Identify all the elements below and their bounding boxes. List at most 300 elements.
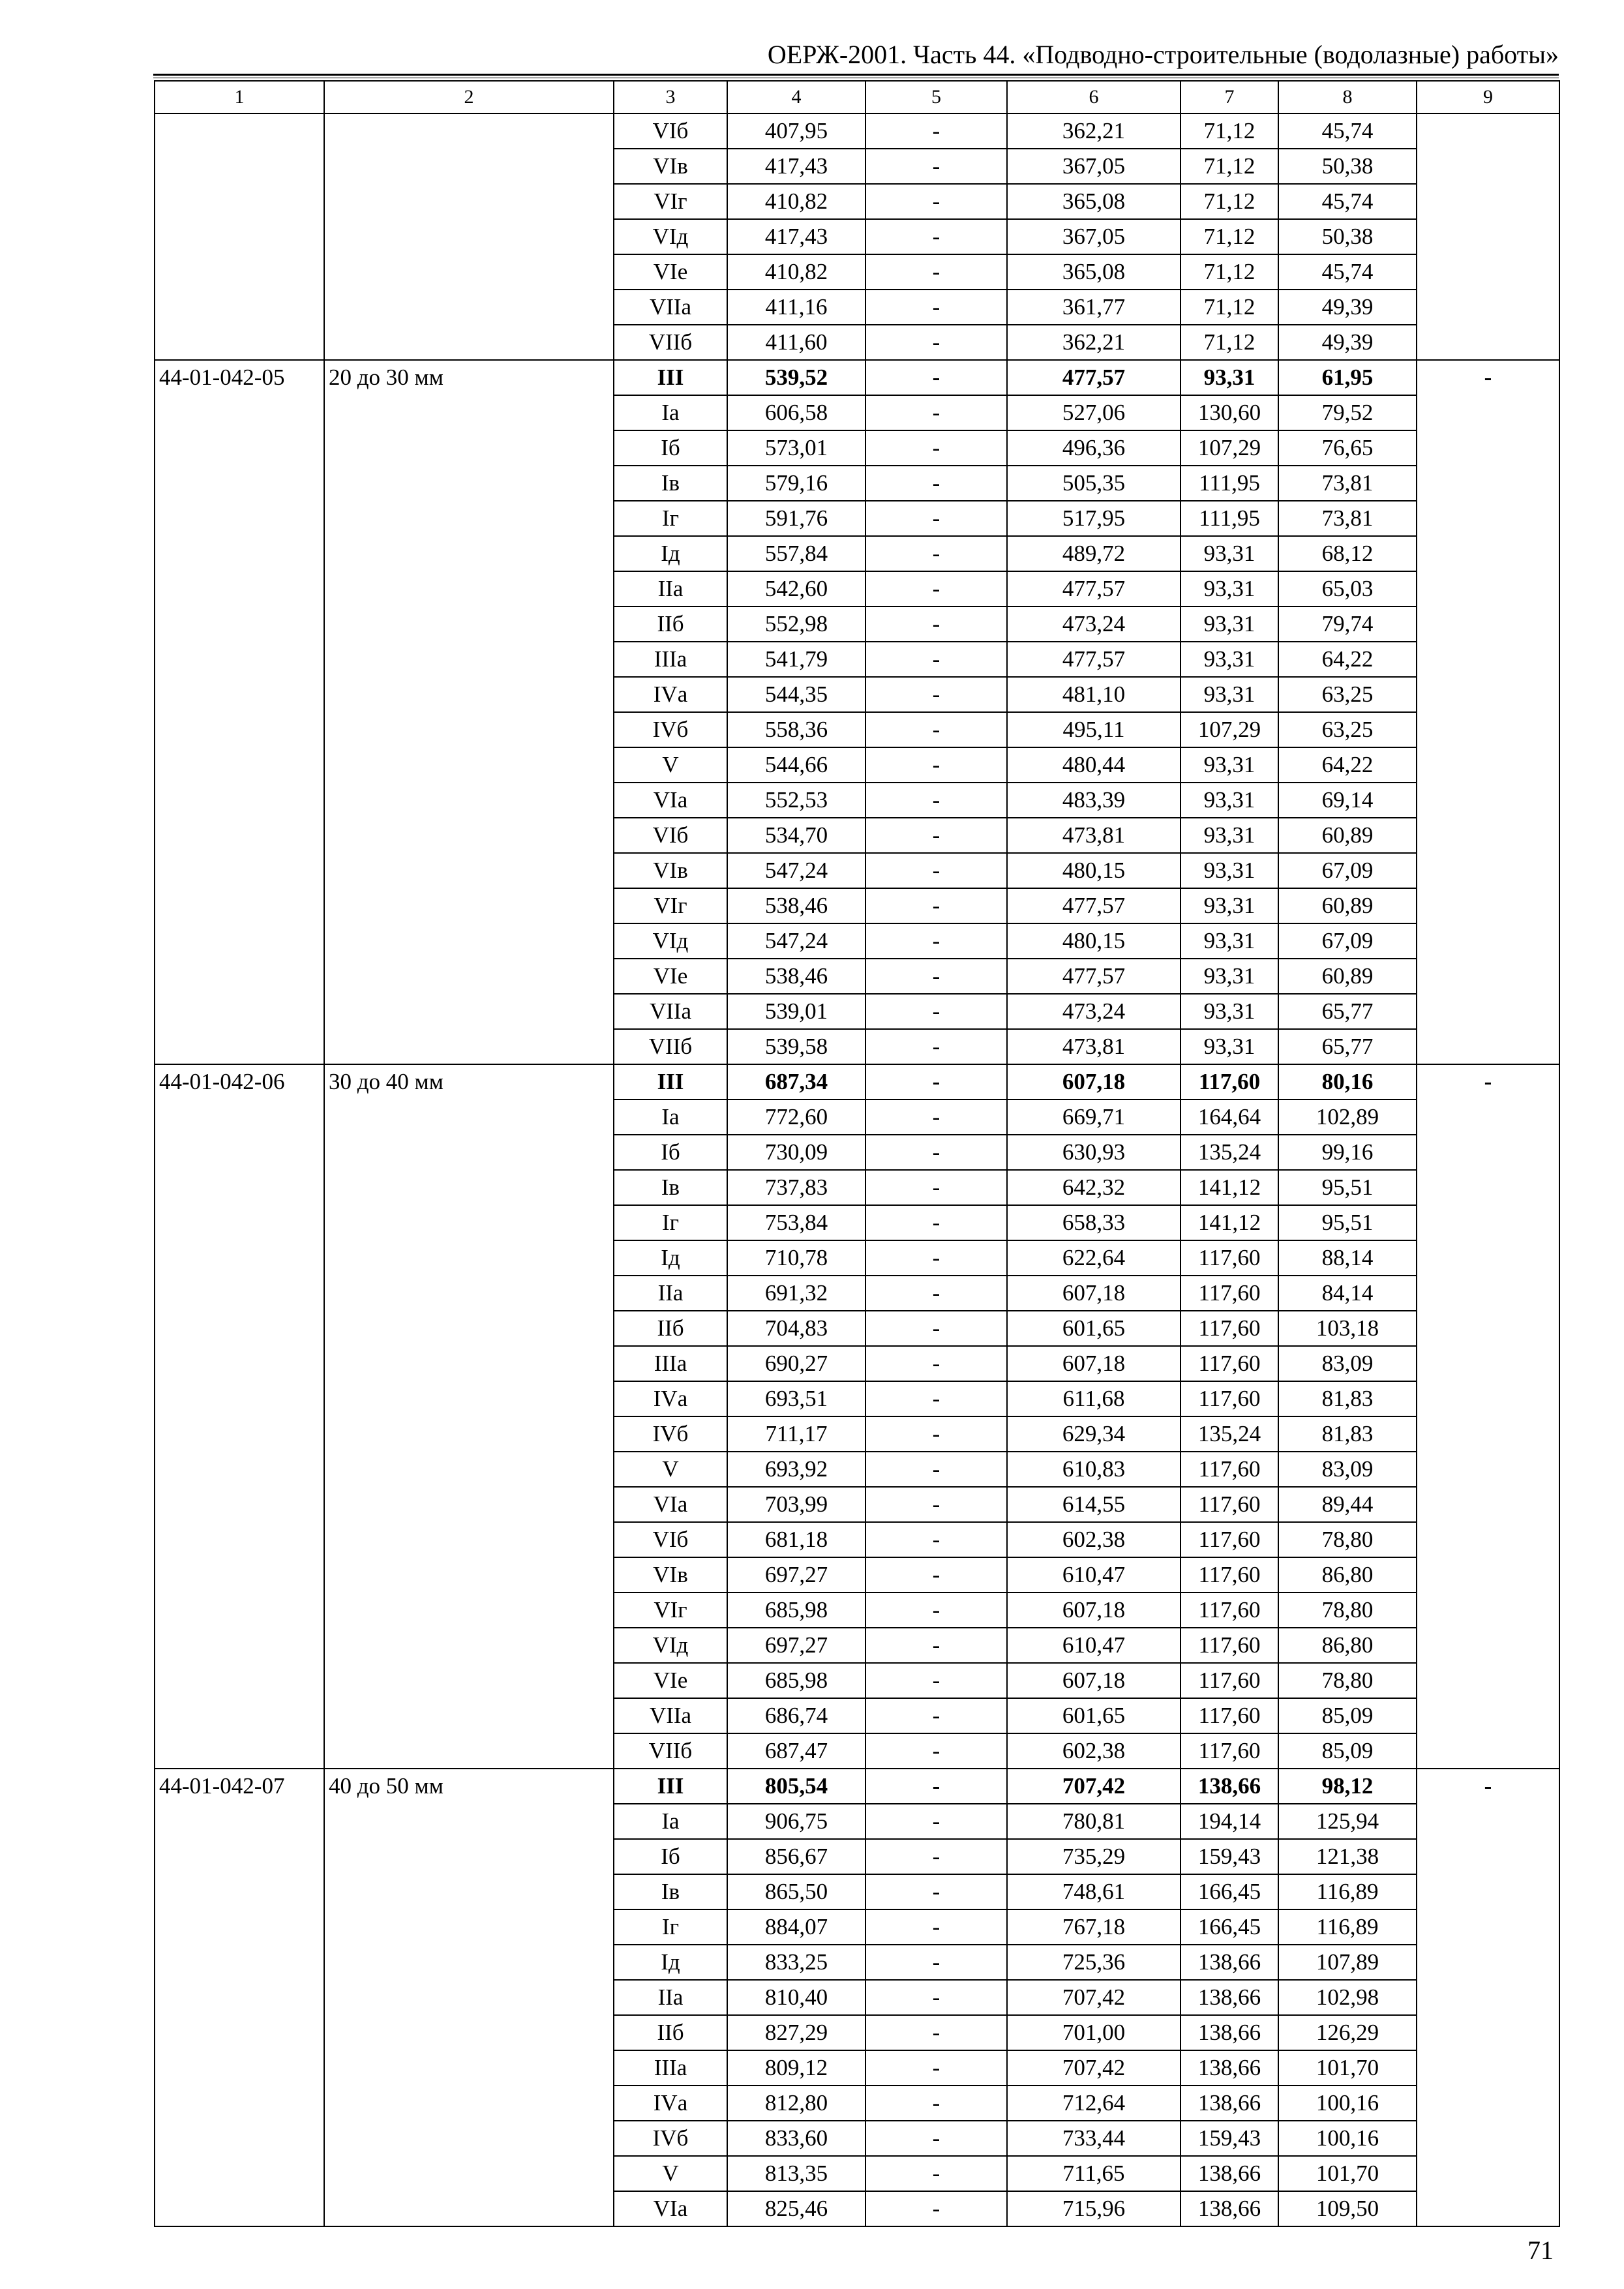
table-cell-col5: - xyxy=(865,2156,1007,2191)
table-cell-category: VIе xyxy=(614,959,727,994)
table-cell-category: IVа xyxy=(614,2086,727,2121)
table-cell-col4: 812,80 xyxy=(727,2086,865,2121)
table-cell-category: VIIа xyxy=(614,1698,727,1733)
table-cell-col5: - xyxy=(865,1593,1007,1628)
table-cell-col5: - xyxy=(865,1733,1007,1769)
table-cell-col7: 93,31 xyxy=(1180,747,1278,783)
row-code-cell: 44-01-042-05 xyxy=(155,360,324,1064)
table-cell-col4: 693,92 xyxy=(727,1452,865,1487)
table-cell-col6: 473,81 xyxy=(1007,818,1180,853)
table-cell-col7: 117,60 xyxy=(1180,1487,1278,1522)
table-cell-col5: - xyxy=(865,2050,1007,2086)
table-cell-col8: 60,89 xyxy=(1278,888,1417,923)
table-cell-col5: - xyxy=(865,1522,1007,1557)
table-cell-col7: 117,60 xyxy=(1180,1064,1278,1100)
table-cell-col4: 558,36 xyxy=(727,712,865,747)
table-cell-category: VIг xyxy=(614,888,727,923)
table-cell-col5: - xyxy=(865,642,1007,677)
table-cell-col5: - xyxy=(865,466,1007,501)
table-cell-category: VIб xyxy=(614,113,727,149)
table-cell-category: VIа xyxy=(614,783,727,818)
table-cell-col7: 164,64 xyxy=(1180,1100,1278,1135)
table-cell-category: V xyxy=(614,1452,727,1487)
table-cell-col6: 607,18 xyxy=(1007,1346,1180,1381)
table-cell-category: V xyxy=(614,747,727,783)
column-number-cell: 8 xyxy=(1278,81,1417,113)
table-cell-col7: 138,66 xyxy=(1180,1945,1278,1980)
table-cell-col6: 707,42 xyxy=(1007,1769,1180,1804)
table-cell-col6: 480,15 xyxy=(1007,923,1180,959)
column-number-cell: 4 xyxy=(727,81,865,113)
table-cell-col5: - xyxy=(865,1945,1007,1980)
table-cell-col4: 544,35 xyxy=(727,677,865,712)
column-number-cell: 5 xyxy=(865,81,1007,113)
table-cell-col7: 117,60 xyxy=(1180,1276,1278,1311)
table-cell-col7: 71,12 xyxy=(1180,149,1278,184)
table-cell-col6: 607,18 xyxy=(1007,1593,1180,1628)
table-cell-col5: - xyxy=(865,1663,1007,1698)
table-cell-col4: 539,58 xyxy=(727,1029,865,1064)
row-col9-cell: - xyxy=(1417,1769,1559,2226)
table-cell-col4: 411,16 xyxy=(727,290,865,325)
table-cell-col4: 865,50 xyxy=(727,1874,865,1909)
table-cell-col4: 687,47 xyxy=(727,1733,865,1769)
table-cell-col5: - xyxy=(865,1980,1007,2015)
table-cell-category: Iд xyxy=(614,1240,727,1276)
table-cell-col8: 60,89 xyxy=(1278,818,1417,853)
table-cell-col4: 856,67 xyxy=(727,1839,865,1874)
table-cell-col6: 611,68 xyxy=(1007,1381,1180,1416)
table-cell-category: VIIа xyxy=(614,994,727,1029)
table-cell-col5: - xyxy=(865,571,1007,606)
table-cell-col5: - xyxy=(865,430,1007,466)
column-number-cell: 1 xyxy=(155,81,324,113)
table-cell-category: Iв xyxy=(614,1874,727,1909)
table-cell-col6: 614,55 xyxy=(1007,1487,1180,1522)
table-cell-col8: 102,89 xyxy=(1278,1100,1417,1135)
table-cell-category: Iд xyxy=(614,536,727,571)
table-cell-category: IVа xyxy=(614,677,727,712)
table-cell-col6: 642,32 xyxy=(1007,1170,1180,1205)
table-cell-col7: 93,31 xyxy=(1180,888,1278,923)
table-cell-col8: 73,81 xyxy=(1278,501,1417,536)
table-cell-col7: 93,31 xyxy=(1180,853,1278,888)
table-cell-category: IIIа xyxy=(614,642,727,677)
table-cell-col5: - xyxy=(865,959,1007,994)
table-cell-col8: 60,89 xyxy=(1278,959,1417,994)
table-cell-col7: 138,66 xyxy=(1180,2086,1278,2121)
table-cell-col5: - xyxy=(865,1170,1007,1205)
table-cell-col5: - xyxy=(865,1628,1007,1663)
table-cell-col8: 79,52 xyxy=(1278,395,1417,430)
row-description-cell: 40 до 50 мм xyxy=(324,1769,614,2226)
table-cell-col8: 101,70 xyxy=(1278,2156,1417,2191)
table-cell-col4: 417,43 xyxy=(727,219,865,254)
table-cell-col8: 73,81 xyxy=(1278,466,1417,501)
table-cell-col5: - xyxy=(865,501,1007,536)
table-cell-col6: 367,05 xyxy=(1007,219,1180,254)
table-cell-col8: 85,09 xyxy=(1278,1698,1417,1733)
table-cell-category: VIд xyxy=(614,923,727,959)
table-cell-col8: 81,83 xyxy=(1278,1416,1417,1452)
table-cell-col7: 159,43 xyxy=(1180,1839,1278,1874)
table-cell-col6: 362,21 xyxy=(1007,113,1180,149)
table-cell-col4: 833,60 xyxy=(727,2121,865,2156)
table-cell-col8: 68,12 xyxy=(1278,536,1417,571)
table-cell-col7: 111,95 xyxy=(1180,466,1278,501)
table-cell-col6: 365,08 xyxy=(1007,184,1180,219)
table-cell-col5: - xyxy=(865,2191,1007,2226)
table-cell-col5: - xyxy=(865,2086,1007,2121)
table-cell-col4: 547,24 xyxy=(727,923,865,959)
table-cell-category: III xyxy=(614,1769,727,1804)
table-cell-category: VIб xyxy=(614,818,727,853)
table-cell-col7: 141,12 xyxy=(1180,1205,1278,1240)
table-cell-col7: 141,12 xyxy=(1180,1170,1278,1205)
table-cell-col8: 45,74 xyxy=(1278,254,1417,290)
table-cell-col4: 737,83 xyxy=(727,1170,865,1205)
table-cell-col4: 690,27 xyxy=(727,1346,865,1381)
table-cell-col6: 701,00 xyxy=(1007,2015,1180,2050)
table-cell-col5: - xyxy=(865,1909,1007,1945)
table-cell-col5: - xyxy=(865,1487,1007,1522)
table-cell-col7: 93,31 xyxy=(1180,923,1278,959)
column-number-row xyxy=(155,81,1559,113)
table-cell-col7: 93,31 xyxy=(1180,994,1278,1029)
table-cell-col8: 99,16 xyxy=(1278,1135,1417,1170)
table-cell-col6: 669,71 xyxy=(1007,1100,1180,1135)
table-cell-col8: 84,14 xyxy=(1278,1276,1417,1311)
table-cell-category: Iб xyxy=(614,1135,727,1170)
table-cell-col8: 78,80 xyxy=(1278,1663,1417,1698)
table-cell-col7: 71,12 xyxy=(1180,290,1278,325)
table-cell-col5: - xyxy=(865,1205,1007,1240)
table-cell-category: IIIа xyxy=(614,2050,727,2086)
table-cell-col7: 107,29 xyxy=(1180,712,1278,747)
table-cell-col7: 159,43 xyxy=(1180,2121,1278,2156)
table-cell-col6: 711,65 xyxy=(1007,2156,1180,2191)
table-cell-col4: 686,74 xyxy=(727,1698,865,1733)
table-cell-col5: - xyxy=(865,2015,1007,2050)
table-cell-col6: 715,96 xyxy=(1007,2191,1180,2226)
table-cell-col5: - xyxy=(865,677,1007,712)
table-cell-col8: 78,80 xyxy=(1278,1593,1417,1628)
table-cell-col5: - xyxy=(865,712,1007,747)
column-number-cell: 3 xyxy=(614,81,727,113)
table-cell-category: Iа xyxy=(614,1804,727,1839)
table-cell-col8: 88,14 xyxy=(1278,1240,1417,1276)
table-cell-category: VIIб xyxy=(614,325,727,360)
table-cell-col5: - xyxy=(865,888,1007,923)
table-cell-category: VIе xyxy=(614,254,727,290)
table-row xyxy=(155,360,1559,395)
table-cell-col5: - xyxy=(865,360,1007,395)
table-cell-col8: 61,95 xyxy=(1278,360,1417,395)
table-cell-col8: 76,65 xyxy=(1278,430,1417,466)
table-cell-col5: - xyxy=(865,1276,1007,1311)
table-cell-col8: 78,80 xyxy=(1278,1522,1417,1557)
table-cell-col4: 685,98 xyxy=(727,1593,865,1628)
row-description-cell: 20 до 30 мм xyxy=(324,360,614,1064)
continuation-desc-cell xyxy=(324,113,614,360)
table-cell-col4: 809,12 xyxy=(727,2050,865,2086)
table-cell-col5: - xyxy=(865,149,1007,184)
table-cell-col5: - xyxy=(865,606,1007,642)
table-cell-col7: 93,31 xyxy=(1180,818,1278,853)
table-cell-col4: 539,01 xyxy=(727,994,865,1029)
table-cell-col6: 362,21 xyxy=(1007,325,1180,360)
table-cell-category: Iа xyxy=(614,395,727,430)
table-cell-col5: - xyxy=(865,1698,1007,1733)
row-code-cell: 44-01-042-06 xyxy=(155,1064,324,1769)
table-cell-col6: 477,57 xyxy=(1007,888,1180,923)
table-cell-category: VIв xyxy=(614,1557,727,1593)
table-cell-category: IIа xyxy=(614,571,727,606)
table-cell-col7: 135,24 xyxy=(1180,1416,1278,1452)
table-cell-col8: 95,51 xyxy=(1278,1205,1417,1240)
table-cell-col8: 50,38 xyxy=(1278,219,1417,254)
table-cell-col7: 93,31 xyxy=(1180,1029,1278,1064)
table-cell-col6: 601,65 xyxy=(1007,1698,1180,1733)
table-row xyxy=(155,1769,1559,1804)
table-cell-col8: 101,70 xyxy=(1278,2050,1417,2086)
table-cell-col6: 496,36 xyxy=(1007,430,1180,466)
table-cell-category: IIб xyxy=(614,606,727,642)
table-cell-col4: 411,60 xyxy=(727,325,865,360)
table-cell-col7: 117,60 xyxy=(1180,1628,1278,1663)
row-description-cell: 30 до 40 мм xyxy=(324,1064,614,1769)
table-cell-category: Iд xyxy=(614,1945,727,1980)
table-cell-col6: 610,83 xyxy=(1007,1452,1180,1487)
table-cell-col8: 65,77 xyxy=(1278,1029,1417,1064)
table-row xyxy=(155,1064,1559,1100)
table-cell-col6: 748,61 xyxy=(1007,1874,1180,1909)
table-cell-col6: 630,93 xyxy=(1007,1135,1180,1170)
table-cell-category: VIа xyxy=(614,2191,727,2226)
table-cell-col6: 629,34 xyxy=(1007,1416,1180,1452)
table-cell-category: VIа xyxy=(614,1487,727,1522)
table-cell-category: V xyxy=(614,2156,727,2191)
table-cell-col6: 505,35 xyxy=(1007,466,1180,501)
table-cell-col4: 703,99 xyxy=(727,1487,865,1522)
table-cell-col5: - xyxy=(865,923,1007,959)
table-cell-col8: 85,09 xyxy=(1278,1733,1417,1769)
table-cell-category: VIг xyxy=(614,1593,727,1628)
table-cell-col4: 813,35 xyxy=(727,2156,865,2191)
table-cell-col5: - xyxy=(865,184,1007,219)
table-cell-col4: 552,53 xyxy=(727,783,865,818)
table-cell-col8: 100,16 xyxy=(1278,2086,1417,2121)
table-cell-col7: 138,66 xyxy=(1180,2050,1278,2086)
table-cell-col6: 473,24 xyxy=(1007,994,1180,1029)
table-cell-col6: 473,81 xyxy=(1007,1029,1180,1064)
table-cell-col7: 117,60 xyxy=(1180,1381,1278,1416)
table-cell-col4: 544,66 xyxy=(727,747,865,783)
table-cell-col4: 538,46 xyxy=(727,959,865,994)
continuation-code-cell xyxy=(155,113,324,360)
table-cell-col6: 607,18 xyxy=(1007,1663,1180,1698)
table-cell-col5: - xyxy=(865,219,1007,254)
table-cell-col4: 691,32 xyxy=(727,1276,865,1311)
table-cell-col7: 117,60 xyxy=(1180,1311,1278,1346)
table-cell-col8: 125,94 xyxy=(1278,1804,1417,1839)
table-cell-col8: 103,18 xyxy=(1278,1311,1417,1346)
table-cell-col8: 69,14 xyxy=(1278,783,1417,818)
table-cell-col7: 107,29 xyxy=(1180,430,1278,466)
table-cell-col8: 107,89 xyxy=(1278,1945,1417,1980)
table-cell-col7: 138,66 xyxy=(1180,1769,1278,1804)
column-number-cell: 7 xyxy=(1180,81,1278,113)
table-cell-col8: 64,22 xyxy=(1278,747,1417,783)
table-cell-col5: - xyxy=(865,395,1007,430)
table-cell-col8: 121,38 xyxy=(1278,1839,1417,1874)
table-cell-col8: 81,83 xyxy=(1278,1381,1417,1416)
table-cell-category: Iб xyxy=(614,1839,727,1874)
table-cell-col8: 49,39 xyxy=(1278,290,1417,325)
table-cell-col4: 906,75 xyxy=(727,1804,865,1839)
table-cell-col4: 805,54 xyxy=(727,1769,865,1804)
table-cell-category: VIв xyxy=(614,149,727,184)
table-cell-category: Iв xyxy=(614,1170,727,1205)
table-cell-col4: 407,95 xyxy=(727,113,865,149)
table-cell-col6: 733,44 xyxy=(1007,2121,1180,2156)
table-cell-col4: 547,24 xyxy=(727,853,865,888)
continuation-col9-cell xyxy=(1417,113,1559,360)
table-cell-col4: 730,09 xyxy=(727,1135,865,1170)
table-cell-col4: 884,07 xyxy=(727,1909,865,1945)
table-cell-col4: 687,34 xyxy=(727,1064,865,1100)
table-cell-category: Iг xyxy=(614,1909,727,1945)
table-cell-col7: 93,31 xyxy=(1180,642,1278,677)
table-cell-col6: 480,44 xyxy=(1007,747,1180,783)
table-cell-col5: - xyxy=(865,1240,1007,1276)
table-cell-col4: 557,84 xyxy=(727,536,865,571)
table-cell-col6: 658,33 xyxy=(1007,1205,1180,1240)
table-cell-col5: - xyxy=(865,1029,1007,1064)
table-cell-col8: 116,89 xyxy=(1278,1909,1417,1945)
table-cell-col6: 481,10 xyxy=(1007,677,1180,712)
table-cell-col8: 83,09 xyxy=(1278,1452,1417,1487)
table-row xyxy=(155,113,1559,149)
table-cell-col6: 602,38 xyxy=(1007,1522,1180,1557)
table-cell-category: IVб xyxy=(614,2121,727,2156)
table-cell-col4: 538,46 xyxy=(727,888,865,923)
table-cell-col7: 71,12 xyxy=(1180,184,1278,219)
table-cell-col4: 542,60 xyxy=(727,571,865,606)
table-cell-category: VIIб xyxy=(614,1733,727,1769)
table-cell-col6: 725,36 xyxy=(1007,1945,1180,1980)
table-cell-col8: 67,09 xyxy=(1278,923,1417,959)
table-cell-col8: 63,25 xyxy=(1278,677,1417,712)
table-cell-col7: 138,66 xyxy=(1180,1980,1278,2015)
table-cell-col7: 135,24 xyxy=(1180,1135,1278,1170)
table-cell-col8: 79,74 xyxy=(1278,606,1417,642)
table-cell-col8: 65,03 xyxy=(1278,571,1417,606)
table-cell-col6: 707,42 xyxy=(1007,2050,1180,2086)
table-cell-category: VIд xyxy=(614,219,727,254)
table-cell-col5: - xyxy=(865,254,1007,290)
table-cell-col6: 517,95 xyxy=(1007,501,1180,536)
table-cell-col5: - xyxy=(865,1311,1007,1346)
column-number-cell: 2 xyxy=(324,81,614,113)
table-cell-col5: - xyxy=(865,1416,1007,1452)
table-cell-col5: - xyxy=(865,1452,1007,1487)
table-cell-col5: - xyxy=(865,290,1007,325)
table-cell-category: IIб xyxy=(614,2015,727,2050)
table-cell-category: Iв xyxy=(614,466,727,501)
table-cell-col7: 93,31 xyxy=(1180,783,1278,818)
table-cell-col6: 767,18 xyxy=(1007,1909,1180,1945)
table-cell-col4: 685,98 xyxy=(727,1663,865,1698)
table-cell-col6: 607,18 xyxy=(1007,1276,1180,1311)
table-cell-col7: 71,12 xyxy=(1180,219,1278,254)
table-cell-col5: - xyxy=(865,853,1007,888)
table-cell-col8: 45,74 xyxy=(1278,184,1417,219)
table-cell-col5: - xyxy=(865,818,1007,853)
table-cell-col5: - xyxy=(865,2121,1007,2156)
table-cell-category: VIIа xyxy=(614,290,727,325)
table-cell-col4: 573,01 xyxy=(727,430,865,466)
table-cell-col8: 126,29 xyxy=(1278,2015,1417,2050)
table-cell-col5: - xyxy=(865,1064,1007,1100)
table-cell-col8: 89,44 xyxy=(1278,1487,1417,1522)
table-cell-col5: - xyxy=(865,1839,1007,1874)
table-cell-col7: 93,31 xyxy=(1180,536,1278,571)
table-cell-category: IIа xyxy=(614,1980,727,2015)
table-cell-col7: 138,66 xyxy=(1180,2156,1278,2191)
table-cell-col7: 93,31 xyxy=(1180,677,1278,712)
table-cell-category: VIв xyxy=(614,853,727,888)
page-header-title: ОЕРЖ-2001. Часть 44. «Подводно-строительные (водолазные) работы» xyxy=(767,40,1559,69)
table-cell-col6: 495,11 xyxy=(1007,712,1180,747)
table-cell-category: VIд xyxy=(614,1628,727,1663)
table-cell-col6: 477,57 xyxy=(1007,571,1180,606)
table-cell-col8: 109,50 xyxy=(1278,2191,1417,2226)
column-number-cell: 6 xyxy=(1007,81,1180,113)
table-cell-category: Iг xyxy=(614,501,727,536)
table-cell-col6: 735,29 xyxy=(1007,1839,1180,1874)
row-code-cell: 44-01-042-07 xyxy=(155,1769,324,2226)
table-cell-col7: 111,95 xyxy=(1180,501,1278,536)
table-cell-col6: 480,15 xyxy=(1007,853,1180,888)
table-cell-col4: 606,58 xyxy=(727,395,865,430)
table-cell-col6: 477,57 xyxy=(1007,642,1180,677)
table-cell-col6: 622,64 xyxy=(1007,1240,1180,1276)
table-cell-col5: - xyxy=(865,1381,1007,1416)
table-cell-category: VIб xyxy=(614,1522,727,1557)
table-cell-col7: 166,45 xyxy=(1180,1874,1278,1909)
table-cell-category: VIIб xyxy=(614,1029,727,1064)
table-cell-col6: 483,39 xyxy=(1007,783,1180,818)
table-cell-col7: 138,66 xyxy=(1180,2191,1278,2226)
table-cell-col7: 166,45 xyxy=(1180,1909,1278,1945)
table-cell-col6: 477,57 xyxy=(1007,959,1180,994)
table-cell-col6: 489,72 xyxy=(1007,536,1180,571)
table-cell-col4: 825,46 xyxy=(727,2191,865,2226)
table-cell-category: Iг xyxy=(614,1205,727,1240)
table-cell-col6: 601,65 xyxy=(1007,1311,1180,1346)
table-cell-col4: 711,17 xyxy=(727,1416,865,1452)
table-cell-col7: 71,12 xyxy=(1180,254,1278,290)
table-cell-col6: 367,05 xyxy=(1007,149,1180,184)
table-cell-col4: 753,84 xyxy=(727,1205,865,1240)
table-cell-col6: 477,57 xyxy=(1007,360,1180,395)
page-number: 71 xyxy=(1527,2236,1554,2265)
table-cell-col4: 552,98 xyxy=(727,606,865,642)
table-cell-col8: 116,89 xyxy=(1278,1874,1417,1909)
table-cell-col4: 417,43 xyxy=(727,149,865,184)
table-cell-col4: 693,51 xyxy=(727,1381,865,1416)
